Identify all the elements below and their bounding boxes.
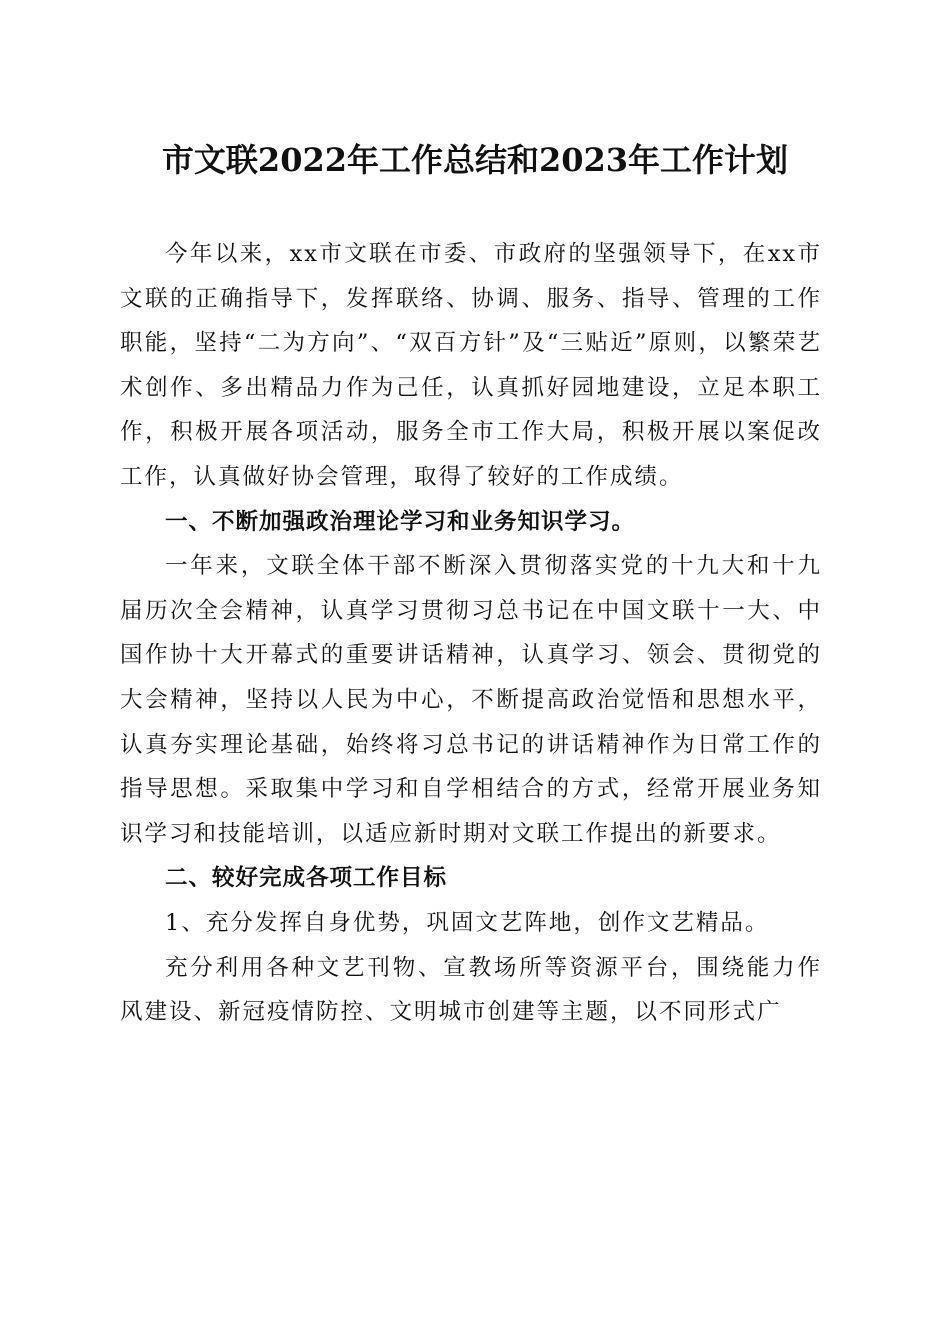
subsection-1-paragraph: 充分利用各种文艺刊物、宣教场所等资源平台，围绕能力作风建设、新冠疫情防控、文明城市创建等主题，以不同形式广 [120,954,822,1026]
document-title: 市文联2022年工作总结和2023年工作计划 [161,141,789,179]
subsection-1-title: 1、充分发挥自身优势，巩固文艺阵地，创作文艺精品。 [165,909,770,936]
section-heading-2: 二、较好完成各项工作目标 [165,865,448,892]
document-body [120,232,822,1035]
intro-paragraph: 今年以来，xx市文联在市委、市政府的坚强领导下，在xx市文联的正确指导下，发挥联络、协调、服务、指导、管理的工作职能，坚持“二为方向”、“双百方针”及“三贴近”原则，以繁荣艺术创作、多出精品力作为己任，认真抓好园地建设，立足本职工作，积极开展各项活动，服务全市工作大局，积极开展以案促改工作，认真做好协会管理，取得了较好的工作成绩。 [120,241,822,490]
section-heading-1: 一、不断加强政治理论学习和业务知识学习。 [165,508,636,535]
section-1-paragraph: 一年来，文联全体干部不断深入贯彻落实党的十九大和十九届历次全会精神，认真学习贯彻习总书记在中国文联十一大、中国作协十大开幕式的重要讲话精神，认真学习、领会、贯彻党的大会精神，坚持以人民为中心，不断提高政治觉悟和思想水平，认真夯实理论基础，始终将习总书记的讲话精神作为日常工作的指导思想。采取集中学习和自学相结合的方式，经常开展业务知识学习和技能培训，以适应新时期对文联工作提出的新要求。 [120,553,822,847]
